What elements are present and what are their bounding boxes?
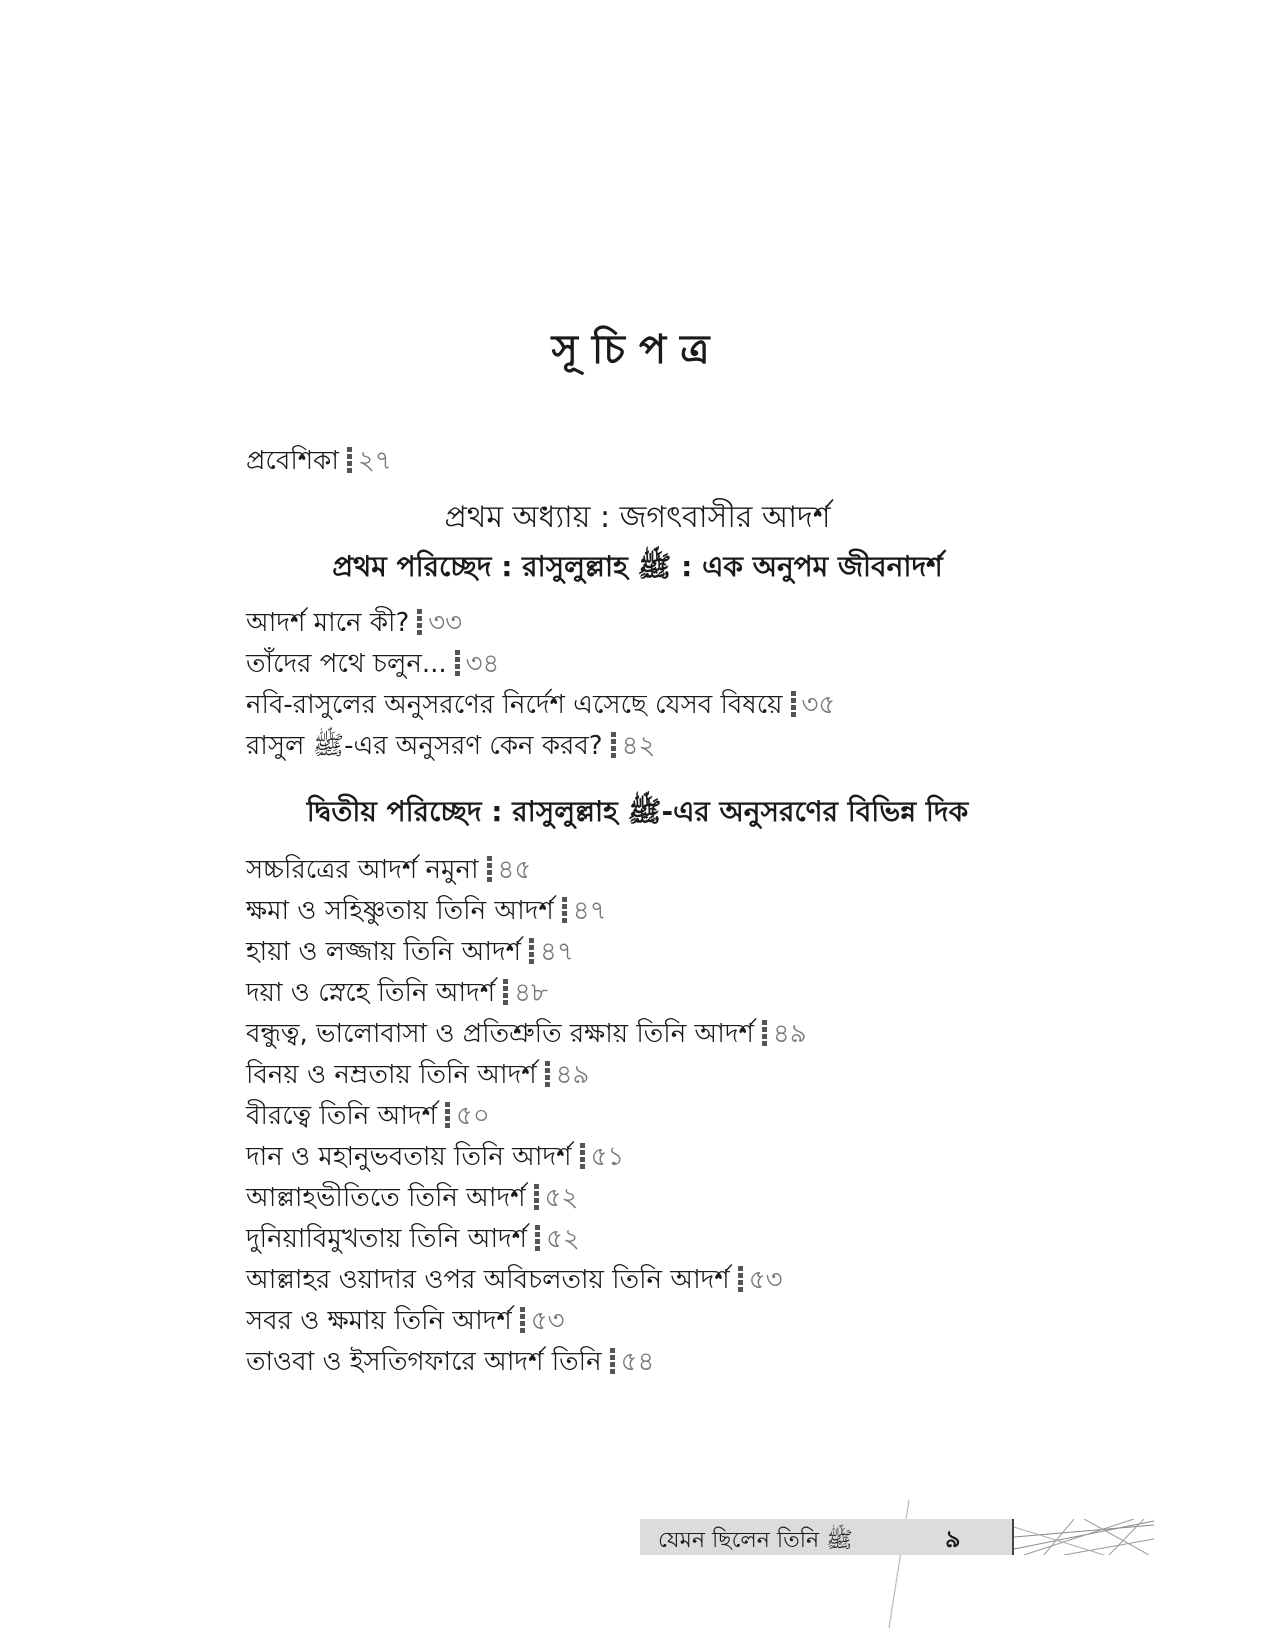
toc-entry-page: ৪৭ [572, 896, 607, 926]
toc-entry[interactable] [246, 688, 835, 722]
dotted-separator [455, 650, 460, 676]
toc-entry-page: ৫২ [544, 1183, 579, 1213]
dotted-separator [534, 1184, 539, 1210]
dotted-separator [520, 1307, 525, 1333]
toc-entry[interactable] [246, 1304, 565, 1338]
toc-entry-page: ৫১ [590, 1142, 625, 1172]
toc-entry-label: বন্ধুত্ব, ভালোবাসা ও প্রতিশ্রুতি রক্ষায় তিনি আদর্শ [246, 1019, 754, 1049]
page-title: সূচিপত্র [551, 327, 724, 373]
footer-line-art [1014, 1519, 1154, 1555]
toc-entry-page: ৫৪ [620, 1347, 655, 1377]
toc-entry-label: আল্লাহর ওয়াদার ওপর অবিচলতায় তিনি আদর্শ [246, 1265, 730, 1295]
dotted-separator [529, 938, 534, 964]
toc-entry[interactable] [246, 647, 499, 681]
toc-entry-label: বিনয় ও নম্রতায় তিনি আদর্শ [246, 1060, 537, 1090]
toc-entry[interactable] [246, 1222, 580, 1256]
toc-entry-page: ৩৩ [428, 608, 463, 638]
toc-entry-page: ৫২ [546, 1224, 580, 1254]
toc-entry[interactable] [246, 1099, 490, 1133]
dotted-separator [611, 732, 616, 758]
toc-entry-page: ২৭ [357, 446, 392, 476]
toc-entry[interactable] [246, 606, 462, 640]
toc-entry[interactable] [246, 1345, 654, 1379]
toc-entry[interactable] [246, 894, 607, 928]
toc-entry-page: ৪৯ [772, 1019, 807, 1049]
toc-entry-page: ৫৩ [748, 1265, 783, 1295]
toc-entry-label: রাসুল ﷺ-এর অনুসরণ কেন করব? [246, 731, 603, 761]
dotted-separator [562, 897, 567, 923]
footer-book-title: যেমন ছিলেন তিনি ﷺ [658, 1528, 853, 1553]
toc-entry-label: সবর ও ক্ষমায় তিনি আদর্শ [246, 1306, 512, 1336]
toc-entry-page: ৪২ [621, 731, 656, 761]
dotted-separator [791, 691, 796, 717]
toc-entry-page: ৪৭ [540, 937, 574, 967]
toc-entry-page: ৩৫ [801, 690, 836, 720]
toc-entry[interactable] [246, 853, 531, 887]
dotted-separator [762, 1020, 767, 1046]
toc-entry[interactable] [246, 1140, 624, 1174]
section-heading-1: প্রথম পরিচ্ছেদ : রাসুলুল্লাহ ﷺ : এক অনুপম জীবনাদর্শ [332, 550, 943, 583]
toc-entry-page: ৪৯ [555, 1060, 590, 1090]
dotted-separator [738, 1266, 743, 1292]
toc-entry-label: হায়া ও লজ্জায় তিনি আদর্শ [246, 937, 522, 967]
toc-entry-page: ৩৪ [465, 649, 500, 679]
toc-entry[interactable] [246, 1017, 807, 1051]
page-footer [640, 1519, 1165, 1555]
toc-entry-label: ক্ষমা ও সহিষ্ণুতায় তিনি আদর্শ [246, 896, 554, 926]
dotted-separator [580, 1143, 585, 1169]
dotted-separator [487, 856, 492, 882]
toc-entry[interactable] [246, 976, 548, 1010]
toc-entry-label: তাওবা ও ইসতিগফারে আদর্শ তিনি [246, 1347, 602, 1377]
toc-entry-label: নবি-রাসুলের অনুসরণের নির্দেশ এসেছে যেসব বিষয়ে [246, 690, 783, 720]
toc-entry-page: ৪৫ [497, 855, 532, 885]
dotted-separator [535, 1225, 540, 1251]
dotted-separator [545, 1061, 550, 1087]
section-heading-2: দ্বিতীয় পরিচ্ছেদ : রাসুলুল্লাহ ﷺ-এর অনুসরণের বিভিন্ন দিক [306, 795, 969, 828]
toc-entry-label: বীরত্বে তিনি আদর্শ [246, 1101, 437, 1131]
dotted-separator [503, 979, 508, 1005]
toc-entry-label: দান ও মহানুভবতায় তিনি আদর্শ [246, 1142, 572, 1172]
toc-entry-label: আদর্শ মানে কী? [246, 608, 410, 638]
toc-entry-page: ৪৮ [514, 978, 548, 1008]
toc-entry[interactable] [246, 1058, 589, 1092]
toc-entry[interactable] [246, 1181, 578, 1215]
dotted-separator [610, 1348, 615, 1374]
toc-entry-page: ৫৩ [530, 1306, 565, 1336]
toc-entry-intro[interactable] [246, 444, 392, 478]
toc-entry[interactable] [246, 935, 574, 969]
dotted-separator [445, 1102, 450, 1128]
toc-entry-label: প্রবেশিকা [246, 446, 339, 476]
chapter-heading: প্রথম অধ্যায় : জগৎবাসীর আদর্শ [444, 500, 831, 535]
toc-entry-label: সচ্চরিত্রের আদর্শ নমুনা [246, 855, 479, 885]
toc-entry[interactable] [246, 729, 655, 763]
dotted-separator [347, 447, 352, 473]
toc-entry-label: তাঁদের পথে চলুন... [246, 649, 447, 679]
footer-page-number: ৯ [945, 1525, 961, 1553]
toc-entry-label: দয়া ও স্নেহে তিনি আদর্শ [246, 978, 496, 1008]
toc-entry-label: আল্লাহভীতিতে তিনি আদর্শ [246, 1183, 526, 1213]
toc-entry-page: ৫০ [455, 1101, 490, 1131]
toc-entry[interactable] [246, 1263, 782, 1297]
dotted-separator [417, 609, 422, 635]
toc-entry-label: দুনিয়াবিমুখতায় তিনি আদর্শ [246, 1224, 528, 1254]
